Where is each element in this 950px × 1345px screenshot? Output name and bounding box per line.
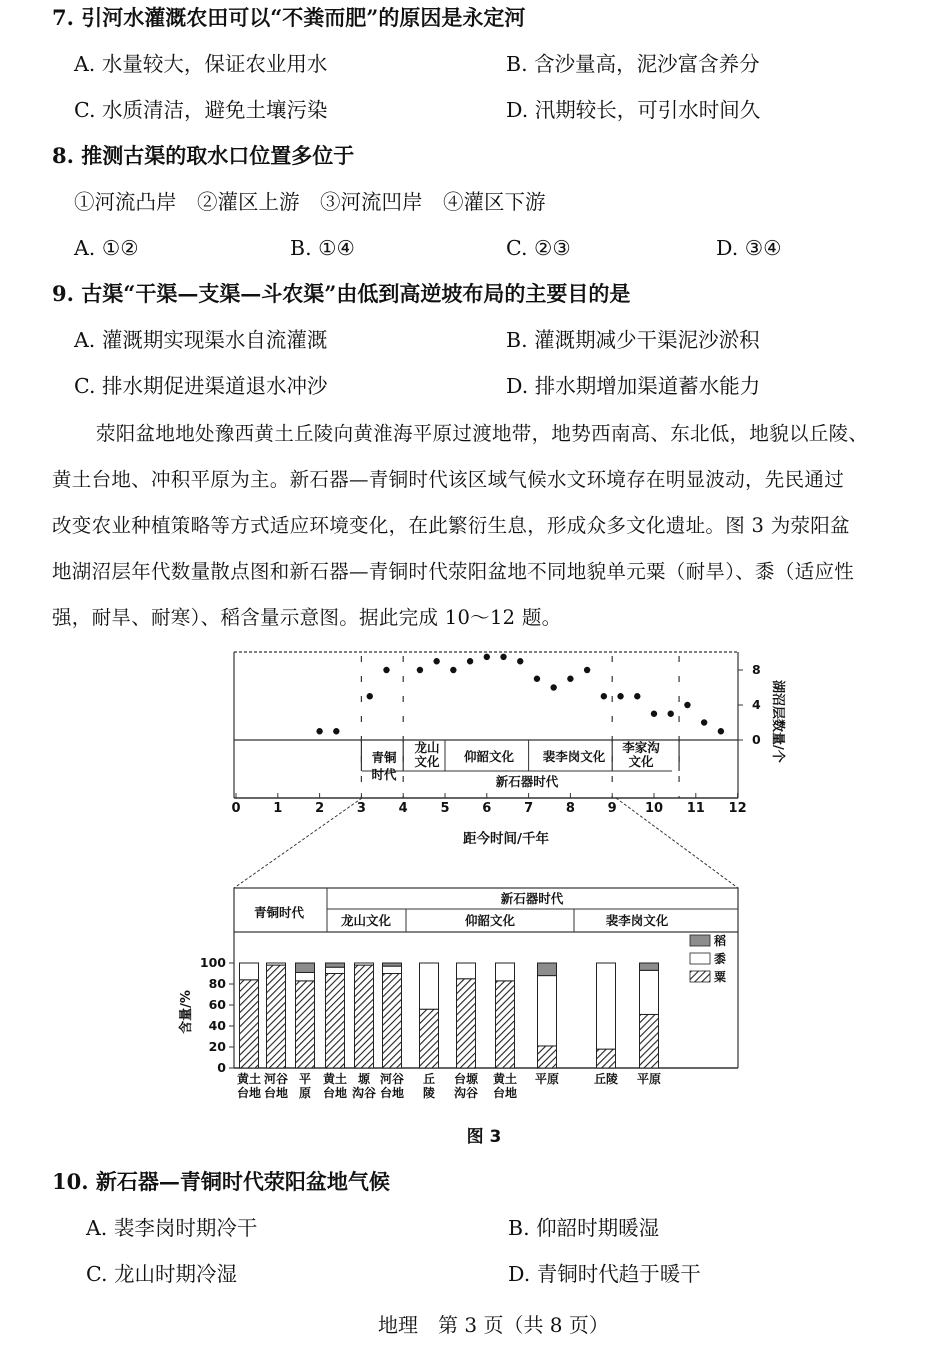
period-bronze-line2: 时代 (371, 767, 397, 782)
scatter-point (550, 684, 556, 690)
q9-stem: 9. 古渠“干渠—支渠—斗农渠”由低到高逆坡布局的主要目的是 (52, 281, 631, 306)
bar-category-label: 平原 (534, 1072, 560, 1086)
q10-option-c: C. 龙山时期冷湿 (86, 1262, 237, 1286)
bar-segment-rice (296, 963, 315, 972)
top-x-tick-label: 11 (686, 801, 705, 816)
top-x-tick-label: 2 (315, 801, 325, 816)
bar-category-label: 平原 (636, 1072, 662, 1086)
bar-category-label: 台地 (263, 1086, 289, 1100)
zoom-line-right (616, 798, 738, 888)
top-x-tick-label: 4 (398, 801, 408, 816)
bar-segment-broomcorn (296, 972, 315, 980)
passage-line-2: 黄土台地、冲积平原为主。新石器—青铜时代该区域气候水文环境存在明显波动，先民通过 (52, 468, 845, 491)
scatter-point (467, 658, 473, 664)
period-lijiagou-line1: 李家沟 (622, 740, 660, 755)
bar-category-label: 台地 (236, 1086, 262, 1100)
passage-line-4: 地湖沼层年代数量散点图和新石器—青铜时代荥阳盆地不同地貌单元粟（耐旱）、黍（适应性 (52, 560, 855, 583)
scatter-point (651, 711, 657, 717)
q10-option-b: B. 仰韶时期暖湿 (508, 1216, 660, 1240)
q8-option-a: A. ①② (74, 236, 139, 260)
top-x-ticks (231, 793, 746, 816)
legend-millet: 粟 (714, 970, 727, 984)
top-x-tick-label: 8 (565, 801, 575, 816)
scatter-point (567, 676, 573, 682)
bar-category-label: 台地 (322, 1086, 348, 1100)
top-x-tick-label: 9 (607, 801, 617, 816)
scatter-point (433, 658, 439, 664)
header-bronze: 青铜时代 (253, 905, 305, 920)
bar-segment-broomcorn (267, 963, 286, 965)
bar-segment-millet (326, 974, 345, 1069)
bar-segment-rice (640, 963, 659, 970)
bar-category-label: 台塬 (453, 1072, 479, 1086)
scatter-point (534, 676, 540, 682)
q9-option-a: A. 灌溉期实现渠水自流灌溉 (74, 328, 328, 352)
scatter-point (517, 658, 523, 664)
bar-segment-millet (420, 1009, 439, 1068)
q7-option-a: A. 水量较大，保证农业用水 (74, 52, 328, 76)
bar-category-label: 原 (298, 1086, 312, 1100)
scatter-point (500, 654, 506, 660)
bar-category-label: 台地 (379, 1086, 405, 1100)
q9-option-b: B. 灌溉期减少干渠泥沙淤积 (506, 328, 760, 352)
zoom-line-left (234, 798, 362, 888)
passage-line-3: 改变农业种植策略等方式适应环境变化，在此繁衍生息，形成众多文化遗址。图 3 为荥阳盆 (52, 514, 850, 537)
bottom-y-axis-label: 含量/% (179, 990, 194, 1034)
q9-option-d: D. 排水期增加渠道蓄水能力 (506, 374, 761, 398)
top-x-tick-label: 0 (231, 801, 241, 816)
bar-category-labels (237, 1071, 661, 1100)
bar-segment-broomcorn (457, 963, 476, 979)
period-longshan-line1: 龙山 (414, 740, 440, 755)
top-y-tick-label: 0 (752, 732, 761, 747)
top-x-tick-label: 1 (273, 801, 283, 816)
top-y-axis-label: 湖沼层数量/个 (770, 680, 785, 763)
bar-category-label: 沟谷 (453, 1086, 479, 1100)
q8-option-d: D. ③④ (716, 236, 782, 260)
bar-segment-millet (383, 974, 402, 1069)
scatter-point (316, 728, 322, 734)
q8-option-c: C. ②③ (506, 236, 571, 260)
bottom-y-tick-label: 60 (208, 997, 226, 1012)
bar-category-label: 河谷 (379, 1072, 405, 1086)
top-chart (231, 652, 786, 847)
top-y-ticks (738, 662, 761, 747)
q8-stem: 8. 推测古渠的取水口位置多位于 (52, 143, 355, 168)
bar-segment-millet (355, 965, 374, 1068)
bar-segment-broomcorn (640, 970, 659, 1014)
q8-option-b: B. ①④ (290, 236, 355, 260)
bar-category-label: 丘陵 (593, 1072, 619, 1086)
period-lijiagou-line2: 文化 (628, 754, 654, 769)
bar-segment-broomcorn (496, 963, 515, 981)
bar-segment-rice (538, 963, 557, 976)
bar-segment-broomcorn (326, 967, 345, 973)
q7-option-b: B. 含沙量高，泥沙富含养分 (506, 52, 760, 76)
passage-line-1: 荥阳盆地地处豫西黄土丘陵向黄淮海平原过渡地带，地势西南高、东北低，地貌以丘陵、 (96, 422, 869, 445)
bar-category-label: 河谷 (263, 1072, 289, 1086)
bar-segment-broomcorn (240, 963, 259, 980)
bar-category-label: 黄土 (492, 1072, 518, 1086)
top-y-tick-label: 4 (752, 697, 761, 712)
bar-category-label: 黄土 (236, 1072, 262, 1086)
bar-segment-millet (267, 965, 286, 1068)
top-x-tick-label: 7 (524, 801, 534, 816)
legend-rice: 稻 (714, 934, 727, 948)
scatter-point (634, 693, 640, 699)
bar-category-label: 塬 (357, 1072, 371, 1086)
scatter-point (718, 728, 724, 734)
top-x-tick-label: 5 (440, 801, 450, 816)
bottom-y-tick-label: 40 (208, 1018, 226, 1033)
q7-stem: 7. 引河水灌溉农田可以“不粪而肥”的原因是永定河 (52, 5, 526, 30)
header-neolithic: 新石器时代 (500, 891, 564, 906)
scatter-point (333, 728, 339, 734)
bottom-y-ticks (200, 955, 234, 1075)
header-peiligang: 裴李岗文化 (605, 913, 669, 928)
legend-swatch-rice (690, 935, 710, 946)
header-longshan: 龙山文化 (340, 913, 392, 928)
top-x-tick-label: 6 (482, 801, 492, 816)
legend-broomcorn: 黍 (714, 952, 727, 966)
page-footer: 地理 第 3 页（共 8 页） (378, 1313, 609, 1337)
bar-segment-millet (640, 1014, 659, 1068)
scatter-point (668, 711, 674, 717)
top-x-tick-label: 12 (728, 801, 747, 816)
q10-stem: 10. 新石器—青铜时代荥阳盆地气候 (52, 1169, 390, 1194)
q8-choices: ①河流凸岸 ②灌区上游 ③河流凹岸 ④灌区下游 (74, 190, 546, 214)
scatter-points (316, 654, 724, 735)
period-yangshao: 仰韶文化 (463, 749, 515, 764)
bar-segment-broomcorn (383, 966, 402, 973)
q10-option-a: A. 裴李岗时期冷干 (86, 1216, 258, 1240)
bar-segment-millet (296, 981, 315, 1068)
period-neolithic: 新石器时代 (495, 774, 559, 789)
bar-category-label: 沟谷 (351, 1086, 377, 1100)
bottom-y-tick-label: 100 (199, 955, 226, 970)
q9-option-c: C. 排水期促进渠道退水冲沙 (74, 374, 328, 398)
scatter-point (484, 654, 490, 660)
scatter-point (450, 667, 456, 673)
legend-swatch-broomcorn (690, 953, 710, 964)
bottom-y-tick-label: 20 (208, 1039, 226, 1054)
figure-caption: 图 3 (466, 1127, 502, 1147)
bar-segment-millet (597, 1049, 616, 1068)
top-y-tick-label: 8 (752, 662, 761, 677)
bar-category-label: 平 (298, 1072, 312, 1086)
period-bronze-line1: 青铜 (371, 750, 397, 765)
top-x-axis-label: 距今时间/千年 (463, 831, 549, 847)
bar-segment-millet (538, 1046, 557, 1068)
bar-segment-broomcorn (597, 963, 616, 1049)
bar-segment-millet (496, 981, 515, 1068)
bar-category-label: 陵 (422, 1086, 436, 1100)
bar-category-label: 丘 (422, 1072, 436, 1086)
scatter-point (701, 719, 707, 725)
bar-segment-millet (457, 979, 476, 1068)
q7-option-c: C. 水质清洁，避免土壤污染 (74, 98, 328, 122)
scatter-point (601, 693, 607, 699)
bar-segment-broomcorn (355, 963, 374, 965)
scatter-point (617, 693, 623, 699)
scatter-point (684, 702, 690, 708)
period-longshan-line2: 文化 (414, 754, 440, 769)
scatter-point (383, 667, 389, 673)
header-yangshao: 仰韶文化 (464, 913, 516, 928)
bar-segment-broomcorn (538, 976, 557, 1046)
q10-option-d: D. 青铜时代趋于暖干 (508, 1262, 701, 1286)
bar-segment-broomcorn (420, 963, 439, 1009)
scatter-point (584, 667, 590, 673)
passage-line-5: 强，耐旱、耐寒）、稻含量示意图。据此完成 10～12 题。 (52, 606, 562, 629)
period-peiligang: 裴李岗文化 (542, 749, 606, 764)
bar-category-label: 黄土 (322, 1072, 348, 1086)
scatter-point (417, 667, 423, 673)
top-x-tick-label: 3 (356, 801, 366, 816)
bar-segment-millet (240, 980, 259, 1068)
bar-category-label: 台地 (492, 1086, 518, 1100)
bottom-y-tick-label: 0 (217, 1060, 226, 1075)
scatter-point (367, 693, 373, 699)
legend-swatch-millet (690, 971, 710, 982)
top-x-tick-label: 10 (644, 801, 664, 816)
bottom-y-tick-label: 80 (208, 976, 226, 991)
bar-segment-rice (383, 963, 402, 966)
bar-segment-rice (326, 963, 345, 967)
stacked-bars (240, 963, 659, 1068)
q7-option-d: D. 汛期较长，可引水时间久 (506, 98, 761, 122)
bottom-chart (178, 888, 738, 1100)
